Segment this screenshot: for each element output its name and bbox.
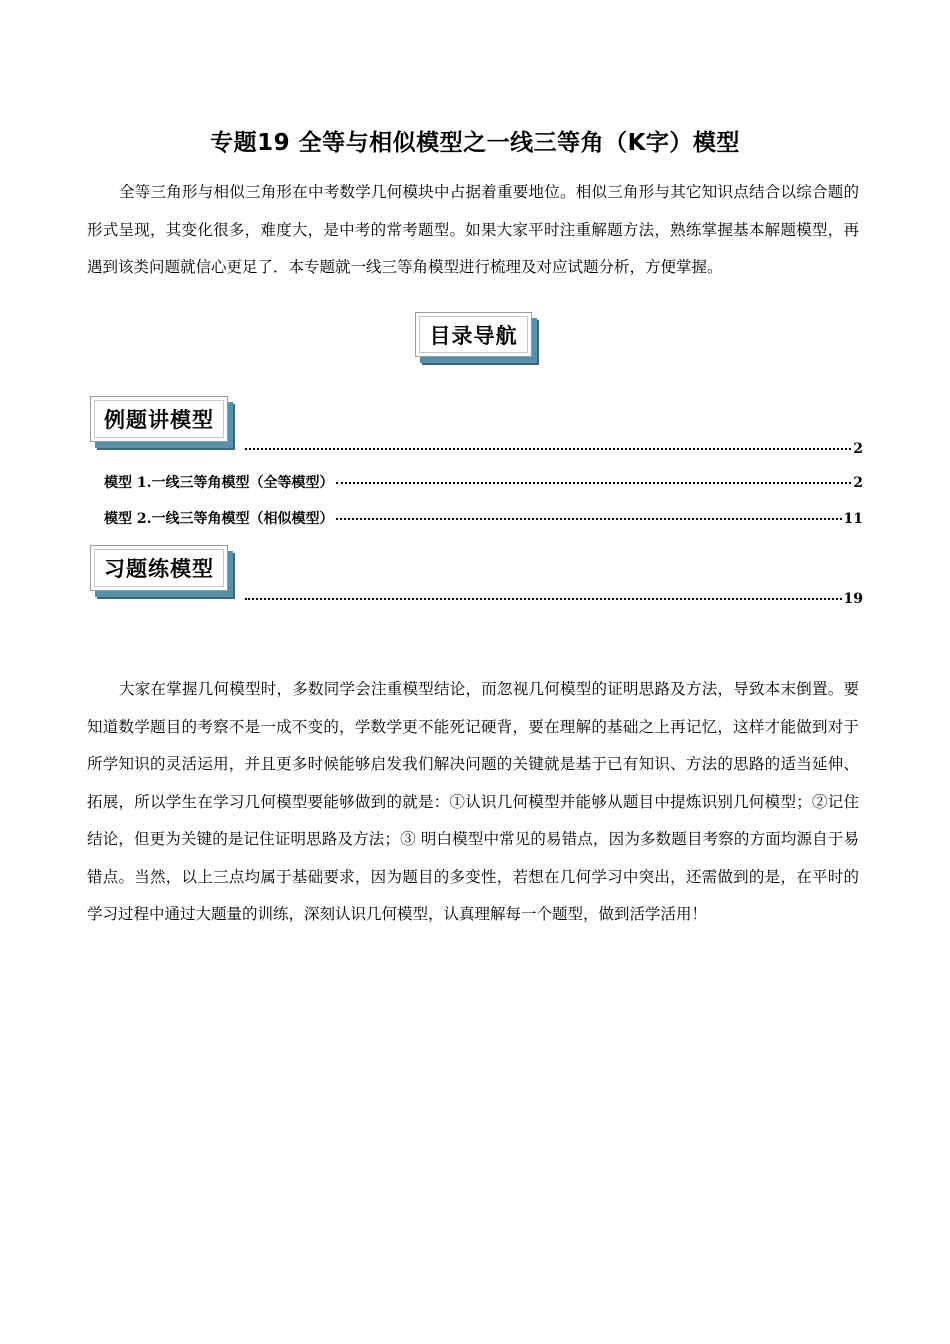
- toc-page-number: 2: [853, 441, 863, 457]
- toc-entry-model-1[interactable]: [104, 472, 863, 492]
- page-title: 专题19 全等与相似模型之一线三等角（K字）模型: [210, 130, 740, 156]
- box-inner-border: [94, 549, 224, 587]
- toc-entry-examples[interactable]: [243, 441, 863, 457]
- practice-heading-box: [90, 545, 228, 591]
- toc-leader-dots: [336, 518, 842, 520]
- practice-heading: 习题练模型: [104, 557, 214, 581]
- toc-entry-practice[interactable]: [243, 591, 863, 607]
- toc-leader-dots: [245, 448, 851, 450]
- box-inner-border: [94, 400, 224, 438]
- examples-heading-box: [90, 396, 228, 442]
- closing-paragraph: 大家在掌握几何模型时，多数同学会注重模型结论，而忽视几何模型的证明思路及方法，导致本末倒置。要知道数学题目的考察不是一成不变的，学数学更不能死记硬背，要在理解的基础之上再记忆，这样才能做到对于所学知识的灵活运用，并且更多时候能够启发我们解决问题的关键就是基于已有知识、方法的思路的适当延伸、拓展，所以学生在学习几何模型要能够做到的就是：①认识几何模型并能够从题目中提炼识别几何模型；②记住结论，但更为关键的是记住证明思路及方法；③ 明白模型中常见的易错点，因为多数题目考察的方面均源自于易错点。当然，以上三点均属于基础要求，因为题目的多变性，若想在几何学习中突出，还需做到的是，在平时的学习过程中通过大题量的训练，深刻认识几何模型，认真理解每一个题型，做到活学活用！: [87, 680, 859, 923]
- toc-heading: 目录导航: [429, 323, 518, 348]
- toc-page-number: 19: [843, 591, 863, 607]
- toc-leader-dots: [245, 598, 842, 600]
- toc-entry-model-2[interactable]: [104, 508, 863, 528]
- toc-entry-label: 模型 2.一线三等角模型（相似模型）: [104, 511, 334, 527]
- examples-heading: 例题讲模型: [104, 408, 214, 432]
- toc-page-number: 11: [843, 511, 863, 527]
- box-inner-border: [419, 316, 528, 353]
- toc-heading-box: [415, 312, 532, 357]
- intro-paragraph: 全等三角形与相似三角形在中考数学几何模块中占据着重要地位。相似三角形与其它知识点结合以综合题的形式呈现，其变化很多，难度大，是中考的常考题型。如果大家平时注重解题方法，熟练掌握基本解题模型，再遇到该类问题就信心更足了．本专题就一线三等角模型进行梳理及对应试题分析，方便掌握。: [87, 183, 859, 276]
- toc-leader-dots: [336, 482, 852, 484]
- toc-page-number: 2: [853, 475, 863, 491]
- toc-entry-label: 模型 1.一线三等角模型（全等模型）: [104, 475, 334, 491]
